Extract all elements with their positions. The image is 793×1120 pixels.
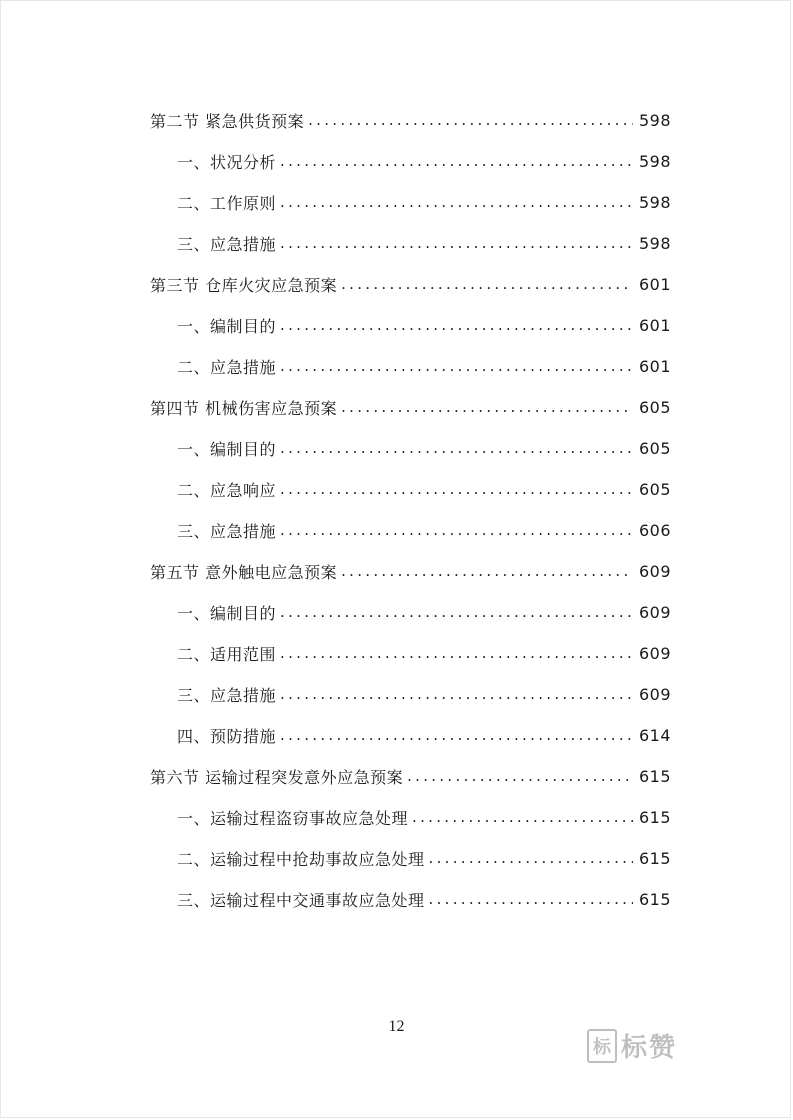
toc-entry-page: 605: [638, 480, 671, 499]
toc-entry-label: 三、应急措施: [177, 686, 277, 705]
toc-dot-leader: [412, 797, 633, 838]
toc-entry-page: 598: [638, 152, 671, 171]
toc-entry-page: 601: [638, 316, 671, 335]
toc-entry-label: 四、预防措施: [177, 727, 277, 746]
toc-entry-page: 598: [638, 111, 671, 130]
toc-entry-label: 一、编制目的: [177, 440, 277, 459]
toc-entry-label: 第二节 紧急供货预案: [150, 112, 305, 131]
toc-entry-page: 605: [638, 398, 671, 417]
toc-entry-label: 二、应急响应: [177, 481, 277, 500]
toc-entry[interactable]: [177, 346, 671, 387]
toc-entry-label: 一、编制目的: [177, 604, 277, 623]
toc-dot-leader: [280, 674, 633, 715]
toc-entry[interactable]: [177, 592, 671, 633]
toc-entry-page: 598: [638, 193, 671, 212]
toc-dot-leader: [407, 756, 633, 797]
toc-dot-leader: [280, 592, 633, 633]
toc-entry[interactable]: [177, 223, 671, 264]
toc-dot-leader: [280, 182, 633, 223]
toc-dot-leader: [341, 264, 633, 305]
toc-dot-leader: [280, 715, 633, 756]
toc-dot-leader: [308, 100, 633, 141]
toc-entry[interactable]: [177, 469, 671, 510]
toc-entry-label: 第四节 机械伤害应急预案: [150, 399, 338, 418]
toc-entry[interactable]: [177, 715, 671, 756]
toc-entry-page: 598: [638, 234, 671, 253]
toc-entry-page: 606: [638, 521, 671, 540]
toc-dot-leader: [280, 346, 633, 387]
toc-entry-page: 609: [638, 603, 671, 622]
toc-entry[interactable]: [177, 510, 671, 551]
toc-entry-page: 601: [638, 357, 671, 376]
toc-dot-leader: [280, 633, 633, 674]
toc-entry[interactable]: [177, 633, 671, 674]
toc-entry-label: 二、工作原则: [177, 194, 277, 213]
toc-entry-page: 615: [638, 767, 671, 786]
toc-entry-label: 一、编制目的: [177, 317, 277, 336]
toc-entry-label: 三、应急措施: [177, 235, 277, 254]
toc-entry-label: 二、运输过程中抢劫事故应急处理: [177, 850, 425, 869]
toc-entry-label: 二、应急措施: [177, 358, 277, 377]
toc-dot-leader: [280, 510, 633, 551]
toc-dot-leader: [429, 879, 633, 920]
watermark-text: 标赞: [621, 1033, 678, 1063]
watermark: [587, 1027, 677, 1064]
toc-entry-section-2[interactable]: [150, 100, 671, 141]
toc-dot-leader: [280, 223, 633, 264]
toc-dot-leader: [341, 387, 633, 428]
toc-dot-leader: [341, 551, 633, 592]
toc-entry[interactable]: [177, 879, 671, 920]
watermark-logo-icon: 标: [587, 1029, 617, 1063]
toc-entry-label: 第三节 仓库火灾应急预案: [150, 276, 338, 295]
toc-entry[interactable]: [177, 428, 671, 469]
toc-entry-label: 第五节 意外触电应急预案: [150, 563, 338, 582]
toc-entry-section-3[interactable]: [150, 264, 671, 305]
toc-entry[interactable]: [177, 797, 671, 838]
toc-entry-label: 一、状况分析: [177, 153, 277, 172]
toc-entry-page: 609: [638, 685, 671, 704]
toc-entry-page: 601: [638, 275, 671, 294]
toc-entry-label: 三、应急措施: [177, 522, 277, 541]
toc-entry-page: 615: [638, 849, 671, 868]
toc-entry-label: 二、适用范围: [177, 645, 277, 664]
toc-dot-leader: [280, 141, 633, 182]
toc-entry[interactable]: [177, 305, 671, 346]
toc-entry[interactable]: [177, 141, 671, 182]
toc-entry-page: 615: [638, 890, 671, 909]
toc-entry-page: 609: [638, 562, 671, 581]
toc-entry-label: 三、运输过程中交通事故应急处理: [177, 891, 425, 910]
toc-entry[interactable]: [177, 674, 671, 715]
toc-dot-leader: [280, 428, 633, 469]
toc-entry-page: 609: [638, 644, 671, 663]
toc-dot-leader: [429, 838, 633, 879]
toc-dot-leader: [280, 469, 633, 510]
toc-dot-leader: [280, 305, 633, 346]
toc-entry[interactable]: [177, 838, 671, 879]
toc-entry-page: 615: [638, 808, 671, 827]
toc-entry-page: 605: [638, 439, 671, 458]
toc-entry-section-6[interactable]: [150, 756, 671, 797]
toc-entry-label: 一、运输过程盗窃事故应急处理: [177, 809, 409, 828]
toc-entry-section-5[interactable]: [150, 551, 671, 592]
toc-entry-page: 614: [638, 726, 671, 745]
toc-entry[interactable]: [177, 182, 671, 223]
page-number: 12: [388, 1018, 405, 1035]
toc-entry-label: 第六节 运输过程突发意外应急预案: [150, 768, 404, 787]
toc-entry-section-4[interactable]: [150, 387, 671, 428]
